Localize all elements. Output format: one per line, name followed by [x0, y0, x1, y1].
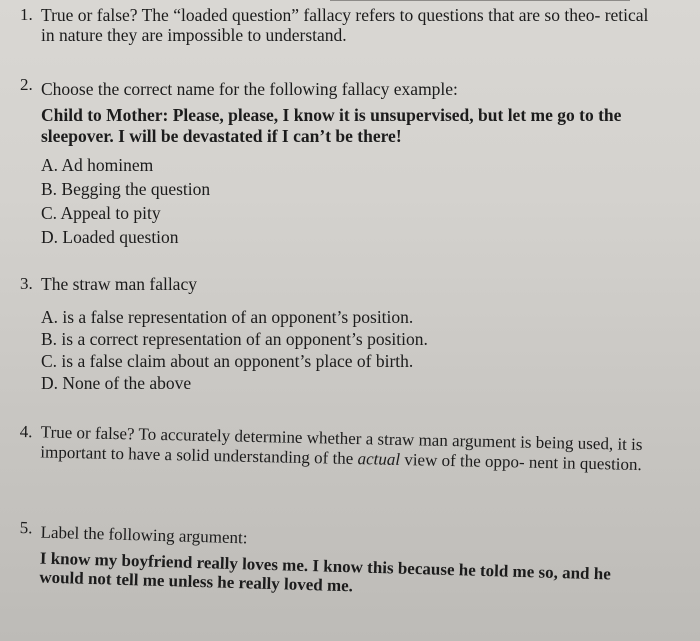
question-5-number: 5.	[19, 518, 33, 538]
question-2-option-a: A. Ad hominem	[41, 155, 154, 175]
question-1-number: 1.	[20, 5, 33, 24]
question-2-option-d: D. Loaded question	[41, 227, 179, 247]
question-2-number: 2.	[20, 75, 33, 94]
question-5-example: I know my boyfriend really loves me. I know this because he told me so, and he would not tell me unless he really loved me.	[39, 548, 612, 596]
question-2-option-c: C. Appeal to pity	[41, 203, 161, 223]
question-2-text: Choose the correct name for the following fallacy example:	[41, 79, 458, 99]
question-2-example: Child to Mother: Please, please, I know it is unsupervised, but let me go to the sleepover. I will be devastated if I can’t be there!	[41, 105, 622, 146]
question-4-text	[40, 422, 651, 475]
question-4-text-emphasis: actual	[357, 449, 401, 469]
question-4-text-after: view of the oppo- nent in question.	[399, 449, 642, 475]
question-5-body	[39, 519, 651, 604]
question-3-options	[41, 306, 651, 394]
question-2-option-b: B. Begging the question	[41, 179, 211, 199]
question-3-option-d: D. None of the above	[41, 373, 192, 393]
question-3-option-b: B. is a correct representation of an opponent’s position.	[41, 329, 428, 349]
question-3-text: The straw man fallacy	[41, 274, 197, 294]
question-3-option-c: C. is a false claim about an opponent’s place of birth.	[41, 351, 414, 371]
question-1-text: True or false? The “loaded question” fallacy refers to questions that are so theo- retical in nature they are impossible to understand.	[41, 5, 649, 45]
question-3-option-a: A. is a false representation of an opponent’s position.	[41, 307, 414, 327]
question-3-body	[41, 274, 651, 394]
top-rule-divider	[330, 0, 630, 1]
question-5	[19, 518, 660, 596]
question-5-text: Label the following argument:	[40, 522, 248, 548]
question-4-number: 4.	[19, 422, 33, 442]
question-2-body	[41, 75, 651, 249]
question-4	[19, 422, 660, 475]
question-3-number: 3.	[20, 274, 33, 293]
question-4-text-before: True or false? To accurately determine whether a straw man argument is being used, it is important to have a solid understanding of the	[40, 422, 643, 469]
question-2-options	[41, 153, 651, 249]
